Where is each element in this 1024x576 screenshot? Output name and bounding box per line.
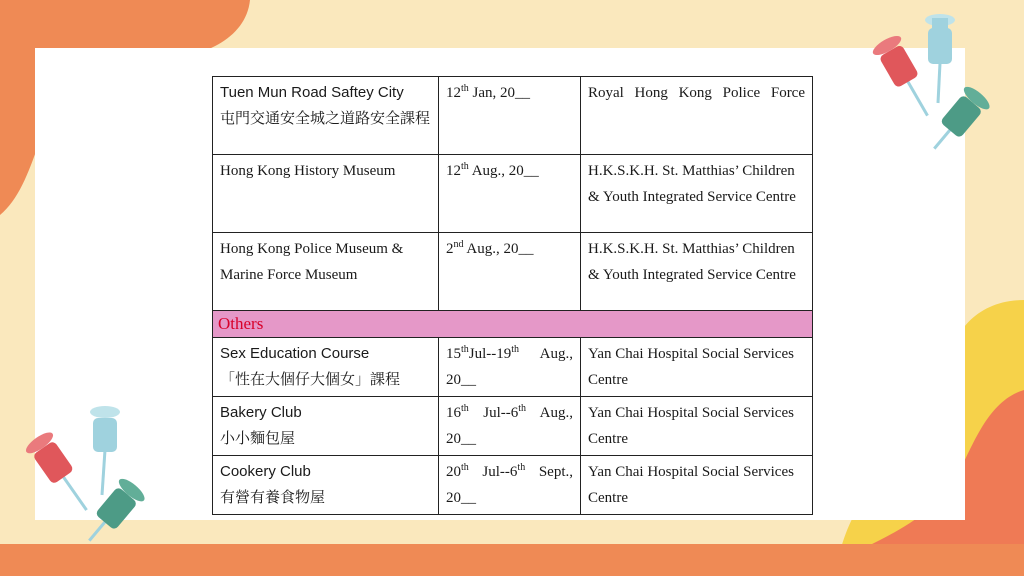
date-rest: Aug., 20__	[446, 405, 573, 447]
date-suffix: th	[461, 462, 469, 473]
pushpins-bottom-left	[20, 400, 150, 550]
date-rest: Jul--	[468, 405, 511, 421]
activity-cell: Hong Kong Police Museum & Marine Force Museum	[213, 233, 439, 311]
date-suffix: th	[511, 344, 520, 355]
date-rest: Jan, 20__	[468, 85, 531, 101]
organizer-cell: Royal Hong Kong Police Force	[581, 77, 813, 155]
activity-name-zh: 屯門交通安全城之道路安全課程	[220, 110, 431, 127]
activity-cell	[213, 397, 439, 456]
date-suffix: nd	[453, 239, 464, 250]
organizer-cell: Yan Chai Hospital Social Services Centre	[581, 338, 813, 397]
activity-name-zh: 小小麵包屋	[220, 430, 296, 447]
activity-name-zh: 「性在大個仔大個女」課程	[220, 371, 401, 388]
activity-cell: Hong Kong History Museum	[213, 155, 439, 233]
table-row	[213, 456, 813, 515]
date-rest: Aug., 20__	[463, 241, 534, 257]
activity-name-zh: 有營有養食物屋	[220, 489, 326, 506]
organizer-cell: Yan Chai Hospital Social Services Centre	[581, 456, 813, 515]
pushpins-top-right	[870, 8, 1000, 158]
date-suffix: th	[518, 403, 527, 414]
date-suffix: th	[517, 462, 526, 473]
table-row	[213, 397, 813, 456]
date-suffix: th	[461, 83, 469, 94]
activity-cell	[213, 338, 439, 397]
pushpin-blue-icon	[90, 406, 120, 495]
date-day: 16	[446, 405, 461, 421]
pushpin-blue-icon	[925, 14, 955, 103]
date-day: 2	[446, 241, 454, 257]
date-suffix: th	[461, 403, 469, 414]
date-day: 12	[446, 85, 461, 101]
activity-cell	[213, 456, 439, 515]
table-row	[213, 338, 813, 397]
date-cell	[439, 233, 581, 311]
date-cell	[439, 155, 581, 233]
table-row	[213, 77, 813, 155]
date-day: 6	[509, 464, 518, 480]
activity-name-en: Cookery Club	[220, 463, 311, 480]
date-cell	[439, 456, 581, 515]
organizer-cell: H.K.S.K.H. St. Matthias’ Children & Youth Integrated Service Centre	[581, 155, 813, 233]
date-cell	[439, 338, 581, 397]
table-row	[213, 233, 813, 311]
section-header-row	[213, 311, 813, 338]
date-day: 19	[496, 346, 512, 362]
activity-name-en: Tuen Mun Road Saftey City	[220, 84, 404, 101]
orange-strip-bottom	[0, 544, 1024, 576]
date-day: 20	[446, 464, 461, 480]
activity-cell	[213, 77, 439, 155]
table-row	[213, 155, 813, 233]
pushpin-red-icon	[23, 429, 100, 519]
date-rest: Sept., 20__	[446, 464, 574, 506]
date-cell	[439, 77, 581, 155]
date-suffix: th	[461, 161, 469, 172]
organizer-cell: H.K.S.K.H. St. Matthias’ Children & Youth Integrated Service Centre	[581, 233, 813, 311]
date-rest: Jul--	[468, 464, 510, 480]
pushpin-green-icon	[922, 83, 993, 158]
date-day: 6	[510, 405, 519, 421]
date-suffix: th	[461, 344, 469, 355]
date-cell	[439, 397, 581, 456]
date-day: 12	[446, 163, 461, 179]
activity-name-en: Sex Education Course	[220, 345, 370, 362]
organizer-cell: Yan Chai Hospital Social Services Centre	[581, 397, 813, 456]
date-rest: Aug., 20__	[446, 346, 573, 388]
date-rest: Aug., 20__	[468, 163, 539, 179]
activities-table	[212, 76, 813, 515]
section-label: Others	[213, 311, 813, 338]
pushpin-green-icon	[77, 475, 148, 550]
date-day: 15	[446, 346, 461, 362]
activity-name-en: Bakery Club	[220, 404, 302, 421]
date-rest: Jul--	[468, 346, 497, 362]
